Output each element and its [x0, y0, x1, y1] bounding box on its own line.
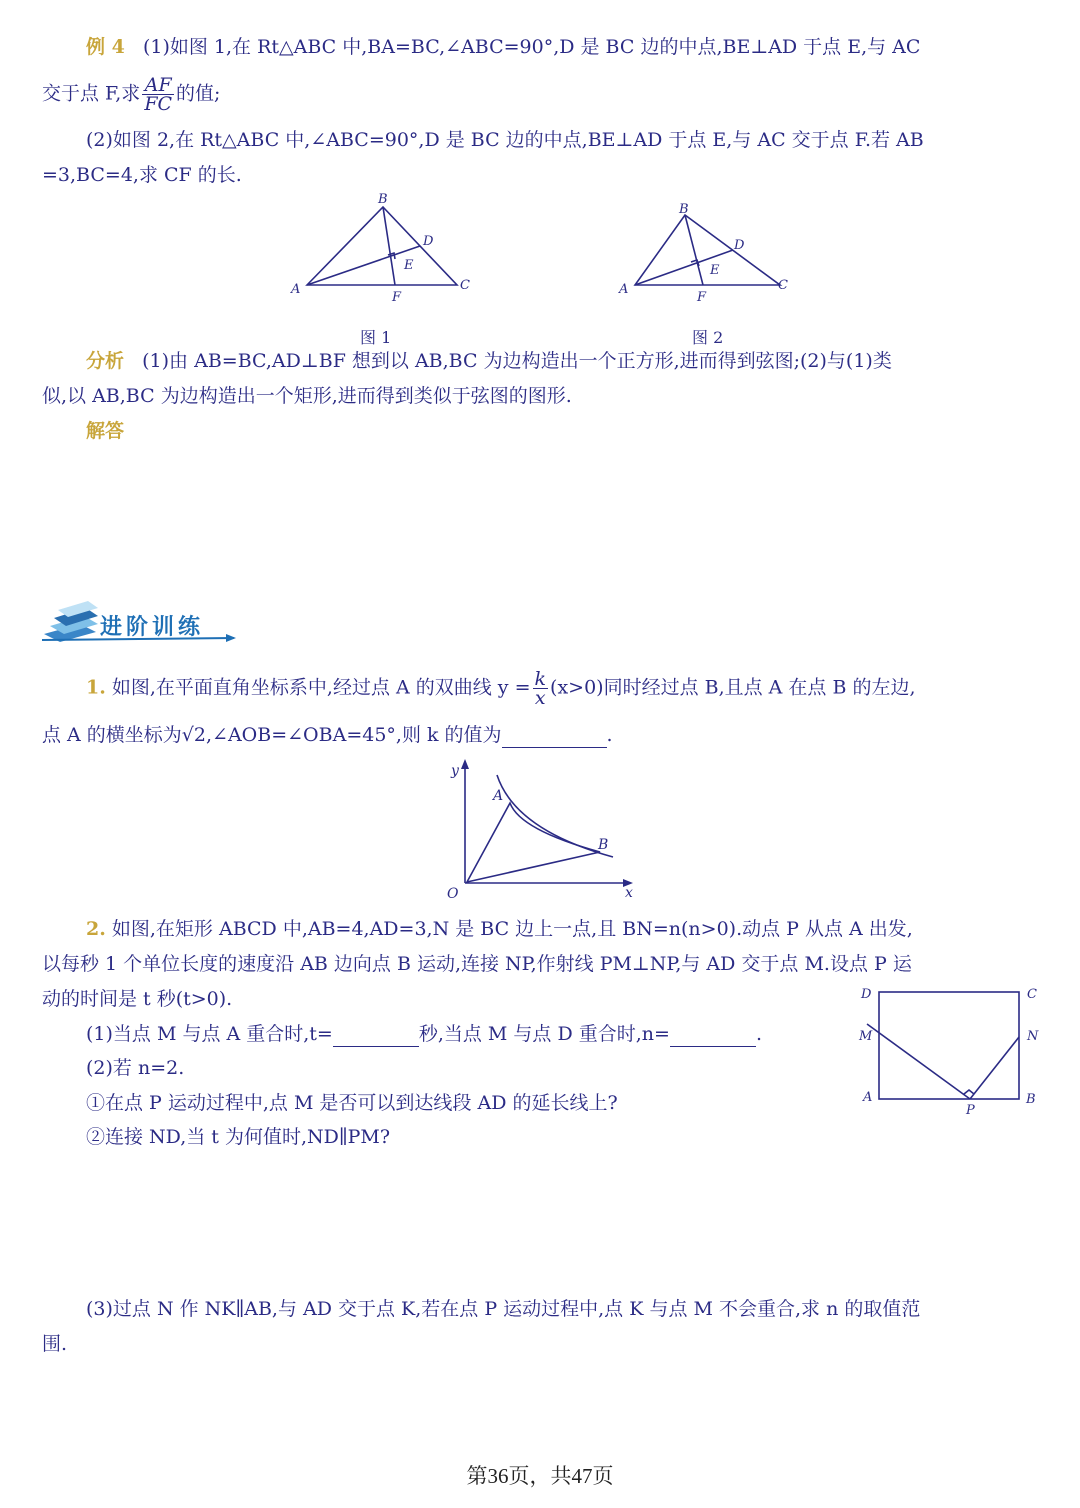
q2-line1 [86, 916, 913, 942]
fig1-label-d: D [423, 234, 434, 249]
q1-num: 1. [86, 676, 106, 699]
ex4-frac-num: AF [142, 76, 174, 95]
analysis-label: 分析 [86, 350, 125, 372]
fig2-triangle [635, 215, 780, 285]
q2-line2: 以每秒 1 个单位长度的速度沿 AB 边向点 B 运动,连接 NP,作射线 PM⊥NP,与 AD 交于点 M.设点 P 运 [42, 953, 912, 975]
q1-y-arrow [461, 759, 469, 769]
section-title: 进阶训练 [100, 615, 205, 640]
q2-label-d: D [861, 987, 872, 1002]
fig1-label-e: E [404, 258, 414, 273]
q2-label-a: A [863, 1090, 873, 1105]
q1-line1 [86, 670, 916, 707]
q2-label-n: N [1027, 1029, 1039, 1044]
ex4-part2-line1: (2)如图 2,在 Rt△ABC 中,∠ABC=90°,D 是 BC 边的中点,BE⊥AD 于点 E,与 AC 交于点 F.若 AB [86, 129, 924, 151]
q2-label-c: C [1027, 987, 1037, 1002]
q1-hyperbola [497, 775, 613, 857]
q2-t-blank[interactable] [333, 1026, 419, 1047]
ex4-part2-line2: =3,BC=4,求 CF 的长. [42, 164, 242, 186]
q2-label-b: B [1026, 1092, 1036, 1107]
ex4-part1-line1: (1)如图 1,在 Rt△ABC 中,BA=BC,∠ABC=90°,D 是 BC 边的中点,BE⊥AD 于点 E,与 AC [142, 36, 921, 58]
q1-line1-pre: 如图,在平面直角坐标系中,经过点 A 的双曲线 y = [111, 676, 531, 699]
ex4-frac-den: FC [144, 93, 173, 115]
analysis-line1 [86, 348, 892, 374]
fig2-label-c: C [778, 278, 788, 293]
q2-sub1-mid: 秒,当点 M 与点 D 重合时,n= [418, 1023, 670, 1045]
q1-graph [435, 755, 645, 905]
ex4-part1-line2-post: 的值; [176, 82, 221, 105]
q1-line2-text: 点 A 的横坐标为√2,∠AOB=∠OBA=45°,则 k 的值为 [42, 724, 502, 746]
q2-sub3-line1: (3)过点 N 作 NK∥AB,与 AD 交于点 K,若在点 P 运动过程中,点 K 与点 M 不会重合,求 n 的取值范 [86, 1298, 921, 1320]
page-footer: 第36页，共47页 [466, 1464, 614, 1488]
q2-num: 2. [86, 918, 106, 940]
q2-n-blank[interactable] [670, 1026, 756, 1047]
q2-sub2-b: ②连接 ND,当 t 为何值时,ND∥PM? [86, 1126, 391, 1148]
q2-sub3-line2: 围. [42, 1333, 68, 1355]
fig2-label-e: E [710, 263, 720, 278]
q2-line3: 动的时间是 t 秒(t>0). [42, 988, 233, 1010]
fig2-caption: 图 2 [692, 328, 724, 347]
q1-label-a: A [493, 788, 504, 804]
q1-label-b: B [598, 837, 609, 853]
q2-right-angle [964, 1090, 974, 1094]
q1-frac-den: x [534, 687, 546, 709]
ex4-fraction [142, 76, 174, 113]
q2-line1-text: 如图,在矩形 ABCD 中,AB=4,AD=3,N 是 BC 边上一点,且 BN=n(n>0).动点 P 从点 A 出发, [111, 918, 913, 940]
answer-label: 解答 [86, 420, 125, 442]
fig2-label-d: D [734, 238, 745, 253]
fig1-label-f: F [392, 290, 402, 305]
q2-label-p: P [966, 1103, 975, 1118]
q1-line1-post: (x>0)同时经过点 B,且点 A 在点 B 的左边, [550, 676, 916, 699]
ex4-part1-line2-pre: 交于点 F,求 [42, 82, 141, 105]
fig1-label-b: B [378, 192, 388, 207]
q1-answer-blank[interactable] [502, 727, 607, 748]
analysis-line2: 似,以 AB,BC 为边构造出一个矩形,进而得到类似于弦图的图形. [42, 385, 572, 407]
q2-sub1-end: . [755, 1023, 762, 1045]
q1-triangle-oab [467, 803, 600, 882]
q1-label-o: O [447, 886, 459, 902]
q2-figure [855, 980, 1045, 1120]
q1-frac-num: k [534, 668, 547, 690]
q1-line2-end: . [606, 724, 613, 746]
fig1-label-a: A [291, 282, 301, 297]
ex4-line1 [86, 34, 920, 60]
q2-sub1-pre: (1)当点 M 与点 A 重合时,t= [86, 1023, 333, 1045]
q1-line2 [42, 722, 613, 748]
fig2-label-f: F [697, 290, 707, 305]
ex4-label: 例 4 [86, 36, 125, 58]
fig2-label-b: B [679, 202, 689, 217]
q1-fraction [533, 670, 549, 707]
figure-2 [615, 195, 815, 310]
q2-line-np [970, 1037, 1019, 1099]
q2-label-m: M [859, 1029, 873, 1044]
q1-label-x: x [625, 885, 633, 901]
fig1-triangle [307, 207, 457, 285]
analysis-text1: (1)由 AB=BC,AD⊥BF 想到以 AB,BC 为边构造出一个正方形,进而得到弦图;(2)与(1)类 [142, 350, 892, 372]
figure-1 [285, 190, 485, 310]
q2-sub1 [86, 1021, 762, 1047]
fig1-label-c: C [460, 278, 470, 293]
q2-ray-pm [867, 1024, 970, 1099]
q2-sub2-a: ①在点 P 运动过程中,点 M 是否可以到达线段 AD 的延长线上? [86, 1092, 618, 1114]
fig2-label-a: A [619, 282, 629, 297]
ex4-line2 [42, 76, 220, 113]
q1-label-y: y [451, 763, 459, 779]
q2-sub2: (2)若 n=2. [86, 1057, 185, 1079]
fig1-caption: 图 1 [360, 328, 392, 347]
